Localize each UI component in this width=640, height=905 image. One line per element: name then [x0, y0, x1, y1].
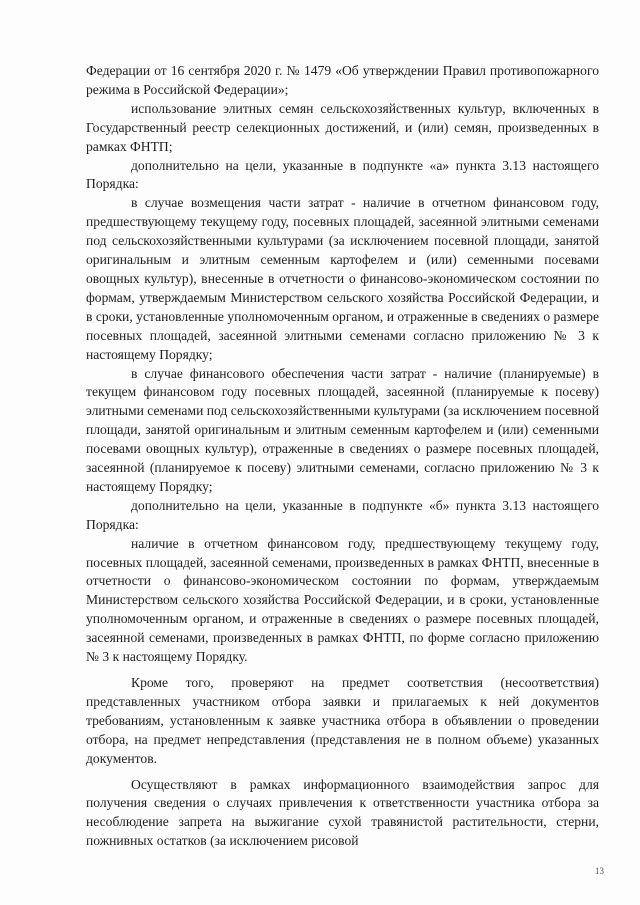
paragraph-5: в случае финансового обеспечения части затрат - наличие (планируемые) в текущем финансовом году посевных площадей, засеянной (планируемые к посеву) элитными семенами под сельскохозяйственными культурами (за исключением посевной площади, занятой оригинальным и элитным семенным картофелем и (или) семенными посевами овощных культур), отраженные в сведениях о размере посевных площадей, засеянной (планируемое к посеву) элитными семенами, согласно приложению № 3 к настоящему Порядку; — [86, 365, 599, 494]
paragraph-8: Кроме того, проверяют на предмет соответствия (несоответствия) представленных участником отбора заявки и прилагаемых к ней документов требованиям, установленным к заявке участника отбора в объявлении о проведении отбора, на предмет непредставления (представления не в полном объеме) указанных документов. — [86, 675, 599, 766]
paragraph-6: дополнительно на цели, указанные в подпункте «б» пункта 3.13 настоящего Порядка: — [86, 497, 599, 532]
paragraph-2: использование элитных семян сельскохозяйственных культур, включенных в Государственный реестр селекционных достижений, и (или) семян, произведенных в рамках ФНТП; — [86, 100, 599, 154]
paragraph-7: наличие в отчетном финансовом году, предшествующему текущему году, посевных площадей, засеянной семенами, произведенных в рамках ФНТП, внесенные в отчетности о финансово-экономическом состоянии по формам, утверждаемым Министерством сельского хозяйства Российской Федерации, и в сроки, установленные уполномоченным органом, и отраженные в сведениях о размере посевных площадей, засеянной семенами, произведенных в рамках ФНТП, по форме согласно приложению № 3 к настоящему Порядку. — [86, 535, 599, 665]
paragraph-9: Осуществляют в рамках информационного взаимодействия запрос для получения сведения о случаях привлечения к ответственности участника отбора за несоблюдение запрета на выжигание сухой травянистой растительности, стерни, пожнивных остатков (за исключением рисовой — [86, 776, 599, 849]
paragraph-4: в случае возмещения части затрат - наличие в отчетном финансовом году, предшествующему текущему году, посевных площадей, засеянной элитными семенами под сельскохозяйственными культурами (за исключением посевной площади, занятой оригинальным и элитным семенным картофелем и (или) семенными посевами овощных культур), внесенные в отчетности о финансово-экономическом состоянии по формам, утверждаемым Министерством сельского хозяйства Российской Федерации, и в сроки, установленные уполномоченным органом, и отраженные в сведениях о размере посевных площадей, засеянной элитными семенами согласно приложению № 3 к настоящему Порядку; — [86, 195, 599, 362]
document-body — [86, 62, 599, 851]
paragraph-3: дополнительно на цели, указанные в подпункте «а» пункта 3.13 настоящего Порядка: — [86, 157, 599, 192]
page-number: 13 — [595, 866, 604, 876]
paragraph-1: Федерации от 16 сентября 2020 г. № 1479 «Об утверждении Правил противопожарного режима в Российской Федерации»; — [86, 63, 599, 97]
